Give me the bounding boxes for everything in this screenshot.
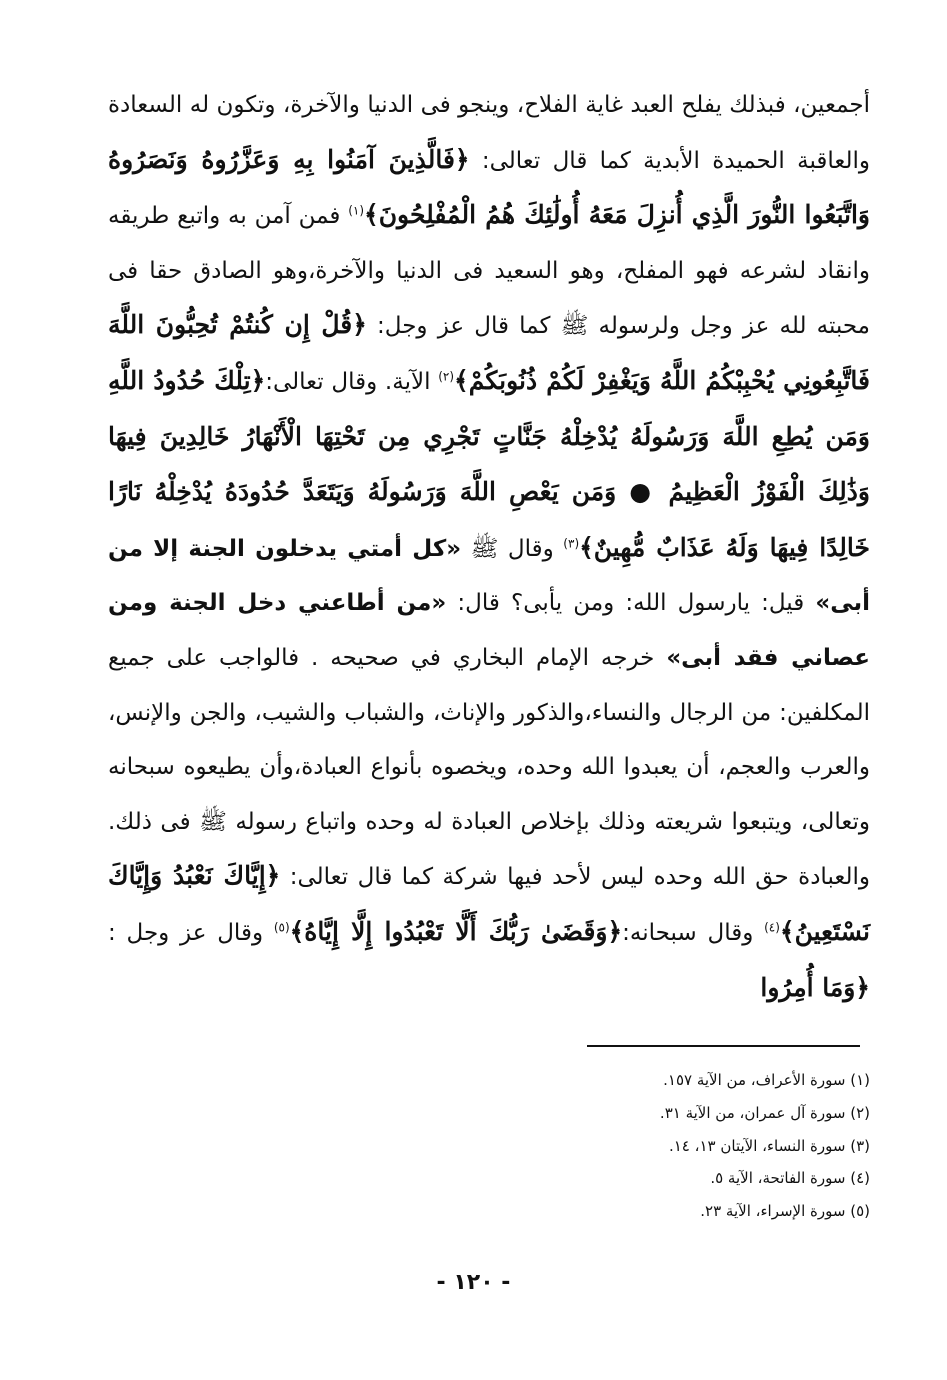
paragraph-text-8: وقال عز وجل : bbox=[108, 919, 264, 946]
paragraph-text-3: الآية. وقال تعالى: bbox=[265, 368, 431, 395]
footnote-ref-1: (١) bbox=[348, 203, 365, 218]
footnote-ref-4: (٤) bbox=[764, 920, 780, 935]
footnote-3: (٣) سورة النساء، الآيتان ١٣، ١٤. bbox=[668, 1136, 870, 1155]
intro-text: أجمعين، فبذلك يفلح العبد غاية الفلاح، وينجو فى الدنيا والآخرة، وتكون له السعادة والعاقبة الحميدة الأبدية كما قال تعالى: bbox=[108, 92, 870, 174]
paragraph-text-5: قيل: يارسول الله: ومن يأبى؟ قال: bbox=[457, 590, 805, 617]
page-number: - ١٢٠ - bbox=[436, 1270, 511, 1295]
footnote-4: (٤) سورة الفاتحة، الآية ٥. bbox=[710, 1169, 870, 1188]
footnote-ref-3: (٣) bbox=[563, 536, 580, 551]
paragraph-text-2: فمن آمن به واتبع طريقه وانقاد لشرعه فهو المفلح، وهو السعيد فى الدنيا والآخرة،وهو الصادق حقا فى محبته لله عز وجل ولرسوله ﷺ كما قال عز وجل: bbox=[108, 203, 871, 340]
quran-verse-5: ﴿وَقَضَىٰ رَبُّكَ أَلَّا تَعْبُدُوا إِلَّا إِيَّاهُ﴾ bbox=[289, 916, 623, 946]
hadith-1: «كل أمتي يدخلون الجنة إلا من أبى» bbox=[108, 535, 871, 617]
footnote-2: (٢) سورة آل عمران، من الآية ٣١. bbox=[659, 1103, 870, 1122]
footnote-1: (١) سورة الأعراف، من الآية ١٥٧. bbox=[663, 1071, 870, 1089]
quran-verse-2: ﴿قُلْ إِن كُنتُمْ تُحِبُّونَ اللَّهَ فَاتَّبِعُونِي يُحْبِبْكُمُ اللَّهُ وَيَغْفِرْ لَكُمْ ذُنُوبَكُمْ﴾ bbox=[108, 310, 870, 395]
hadith-2: «من أطاعني دخل الجنة ومن عصاني فقد أبى» bbox=[108, 590, 870, 671]
paragraph-text-6: خرجه الإمام البخاري في صحيحه . فالواجب على جميع المكلفين: من الرجال والنساء،والذكور والإناث، والشباب والشيب، والجن والإنس، والعرب والعجم، أن يعبدوا الله وحده، ويخصوه بأنواع العبادة،وأن يطيعوه سبحانه وتعالى، ويتبعوا شريعته وذلك بإخلاص العبادة له وحده واتباع رسوله ﷺ فى ذلك. والعبادة حق الله وحده ليس لأحد فيها شركة كما قال تعالى: bbox=[108, 644, 870, 891]
paragraph-text-7: وقال سبحانه: bbox=[622, 919, 754, 946]
footnotes-list bbox=[300, 1064, 870, 1228]
quran-verse-1: ﴿فَالَّذِينَ آمَنُوا بِهِ وَعَزَّرُوهُ وَنَصَرُوهُ وَاتَّبَعُوا النُّورَ الَّذِي أُنزِلَ مَعَهُ أُولَٰئِكَ هُمُ الْمُفْلِحُونَ﴾ bbox=[108, 144, 870, 230]
quran-verse-6: ﴿وَمَا أُمِرُوا bbox=[760, 972, 870, 1002]
paragraph-text-4: وقال ﷺ bbox=[470, 535, 554, 562]
footnote-5: (٥) سورة الإسراء، الآية ٢٣. bbox=[700, 1202, 870, 1221]
footnote-ref-5: (٥) bbox=[273, 920, 290, 935]
quran-verse-4: ﴿إِيَّاكَ نَعْبُدُ وَإِيَّاكَ نَسْتَعِينُ﴾ bbox=[108, 861, 871, 946]
main-text bbox=[108, 78, 870, 1016]
quran-verse-3: ﴿تِلْكَ حُدُودُ اللَّهِ وَمَن يُطِعِ اللَّهَ وَرَسُولَهُ يُدْخِلْهُ جَنَّاتٍ تَجْرِي مِن تَحْتِهَا الْأَنْهَارُ خَالِدِينَ فِيهَا وَذَٰلِكَ الْفَوْزُ الْعَظِيمُ ● وَمَن يَعْصِ اللَّهَ وَرَسُولَهُ وَيَتَعَدَّ حُدُودَهُ يُدْخِلْهُ نَارًا خَالِدًا فِيهَا وَلَهُ عَذَابٌ مُّهِينٌ﴾ bbox=[108, 365, 870, 562]
footnote-ref-2: (٢) bbox=[438, 369, 455, 384]
footnote-separator bbox=[587, 1045, 860, 1047]
